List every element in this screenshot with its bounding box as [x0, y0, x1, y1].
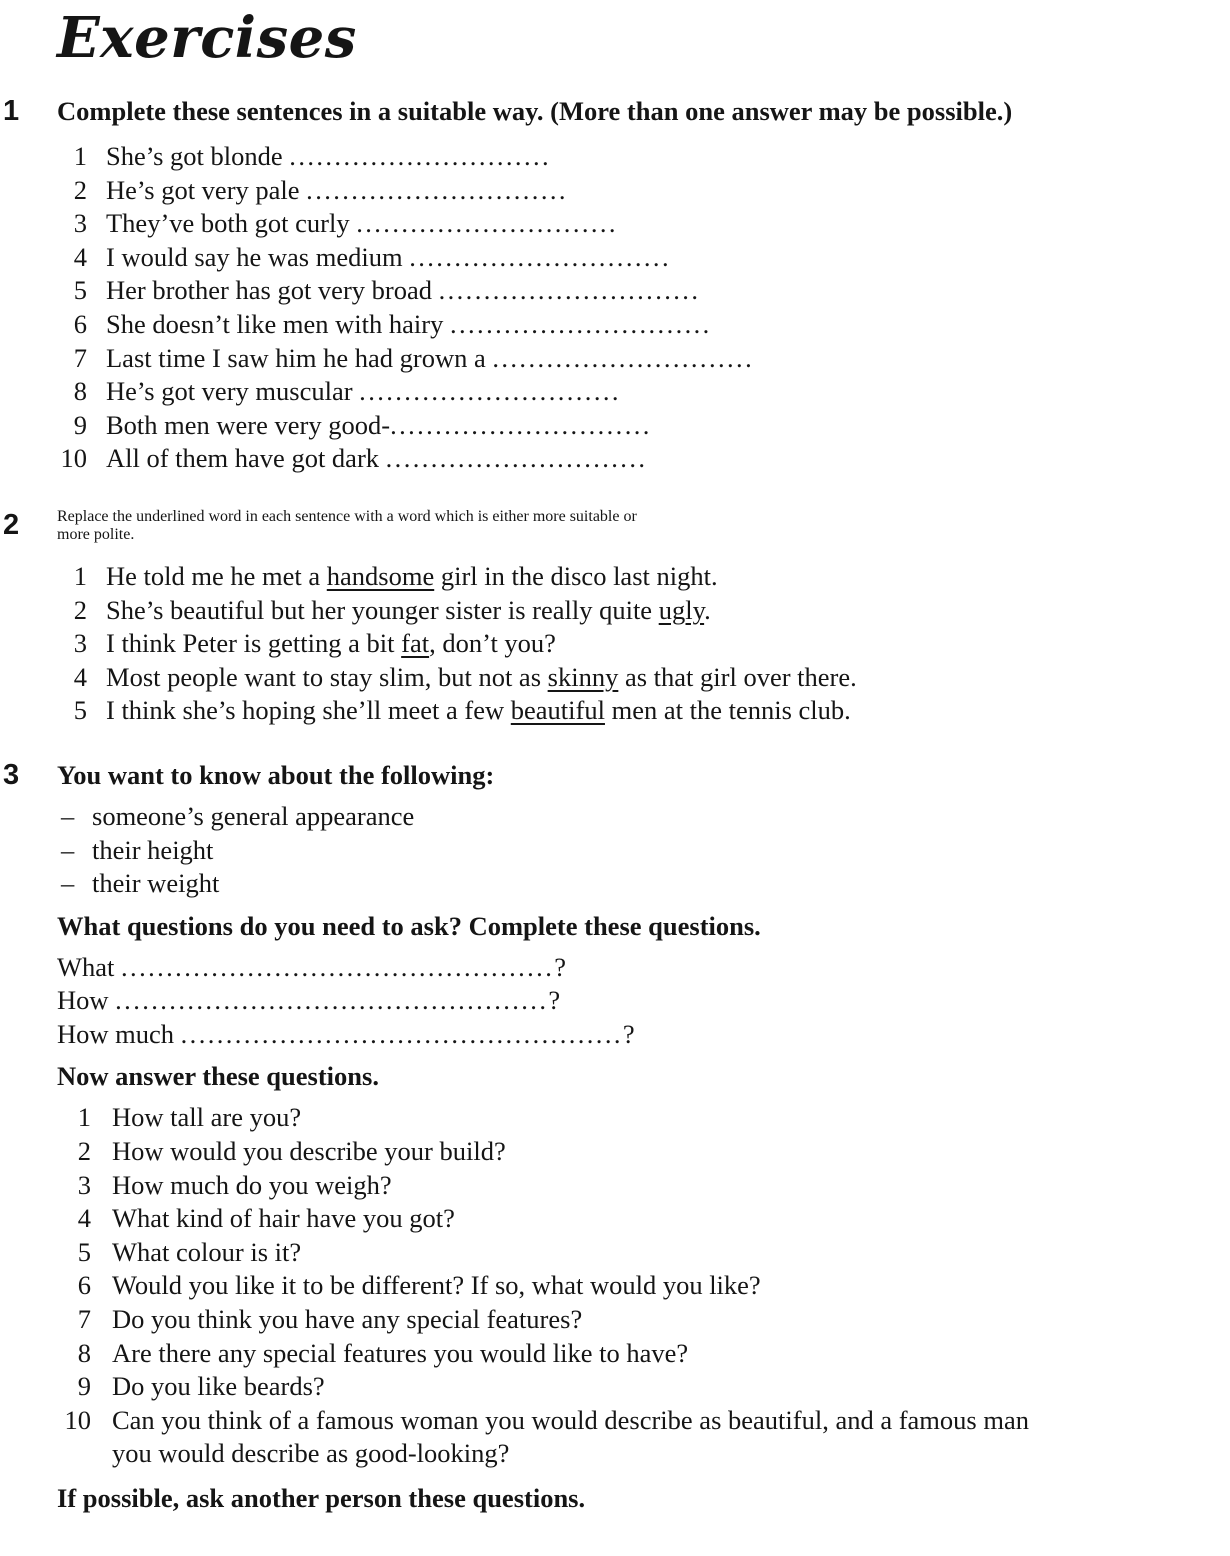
questions-prompt: What questions do you need to ask? Complete these questions.	[57, 910, 761, 941]
item-end: .	[691, 275, 698, 306]
dotted-blank: ............................	[438, 275, 692, 306]
list-item	[57, 560, 1190, 594]
dash-bullet: –	[61, 868, 75, 899]
item-number: 10	[60, 443, 87, 474]
dotted-blank: ............................	[306, 174, 559, 205]
list-item	[61, 834, 1190, 868]
list-item	[57, 1135, 1190, 1169]
item-text	[106, 308, 1190, 342]
item-text	[106, 661, 1190, 695]
question-stem	[57, 1018, 1190, 1052]
item-text-line: you would describe as good-looking?	[112, 1438, 510, 1469]
item-text-part: Her brother has got very broad	[106, 275, 439, 306]
dotted-blank: ............................	[385, 443, 639, 474]
stem-end: ?	[554, 951, 566, 982]
list-item	[57, 207, 1190, 241]
question-stem	[57, 951, 1190, 985]
item-text-part: They’ve both got curly	[106, 208, 357, 239]
item-text-part: She’s got blonde	[106, 141, 290, 171]
exercise-3-instruction: You want to know about the following:	[57, 759, 495, 790]
item-text-part: men at the tennis club.	[604, 695, 851, 726]
item-end: .	[638, 443, 645, 474]
list-item	[57, 1303, 1190, 1337]
item-text	[106, 342, 1190, 376]
item-text-part: She doesn’t like men with hairy	[106, 308, 450, 339]
list-item	[57, 1269, 1190, 1303]
dash-bullet: –	[61, 800, 75, 831]
list-item	[57, 375, 1190, 409]
item-number: 4	[73, 661, 87, 692]
list-item	[57, 308, 1190, 342]
item-text-part: I think she’s hoping she’ll meet a few	[106, 695, 511, 726]
item-text	[106, 442, 1190, 476]
dotted-blank: ............................	[356, 208, 609, 239]
dotted-blank: ................................................	[115, 985, 549, 1016]
item-number: 2	[73, 594, 87, 625]
item-text-part: , don’t you?	[429, 628, 556, 659]
answer-prompt: Now answer these questions.	[57, 1061, 379, 1092]
item-text-part: He’s got very pale	[106, 174, 307, 205]
item-text-part: Most people want to stay slim, but not as	[106, 661, 548, 692]
exercise-2-list	[57, 560, 1190, 728]
stem-label: How	[57, 985, 116, 1016]
item-end: .	[642, 409, 650, 440]
item-text: How would you describe your build?	[112, 1136, 506, 1167]
item-number: 7	[73, 342, 87, 373]
item-number: 1	[73, 141, 87, 171]
list-item	[57, 694, 1190, 728]
item-text	[106, 241, 1190, 275]
item-text-part: Last time I saw him he had grown a	[106, 342, 493, 373]
item-end: .	[745, 342, 752, 373]
underlined-word: beautiful	[510, 695, 605, 726]
item-text	[106, 140, 1190, 174]
item-number: 2	[77, 1136, 91, 1167]
list-item	[57, 1236, 1190, 1270]
list-item	[57, 174, 1190, 208]
item-text	[106, 409, 1190, 443]
exercise-3-questions	[57, 1101, 1190, 1471]
underlined-word: skinny	[547, 661, 619, 692]
list-item	[57, 274, 1190, 308]
item-text-part: I think Peter is getting a bit	[106, 628, 402, 659]
dash-bullet: –	[61, 834, 75, 865]
item-text	[106, 560, 1190, 594]
item-number: 8	[73, 376, 87, 407]
question-stems	[57, 951, 1190, 1052]
list-item	[57, 661, 1190, 695]
item-number: 2	[73, 174, 87, 205]
item-text: Would you like it to be different? If so, what would you like?	[112, 1270, 761, 1301]
exercise-3-number: 3	[3, 758, 20, 791]
list-item	[57, 1337, 1190, 1371]
list-item	[57, 1202, 1190, 1236]
item-number: 4	[77, 1203, 91, 1234]
list-item	[57, 342, 1190, 376]
item-number: 4	[73, 241, 87, 272]
item-text-part: I would say he was medium	[106, 241, 410, 272]
item-end: .	[558, 174, 566, 205]
dotted-blank: ............................	[359, 376, 612, 407]
item-text: their weight	[92, 868, 220, 899]
item-end: .	[542, 141, 549, 171]
followup-instruction: If possible, ask another person these questions.	[57, 1483, 586, 1513]
dotted-blank: ............................	[492, 342, 746, 373]
item-text	[112, 1404, 1190, 1471]
item-text	[106, 174, 1190, 208]
dotted-blank: ............................	[409, 241, 662, 272]
item-text	[106, 274, 1190, 308]
dotted-blank: .................................................	[180, 1018, 623, 1049]
underlined-word: ugly	[658, 594, 705, 625]
item-number: 7	[77, 1304, 91, 1335]
list-item	[61, 867, 1190, 901]
item-text-part: All of them have got dark	[106, 443, 386, 474]
item-number: 8	[77, 1337, 91, 1368]
exercise-1-list	[57, 140, 1190, 476]
item-text: How much do you weigh?	[112, 1169, 392, 1200]
list-item	[57, 1370, 1190, 1404]
item-number: 9	[73, 409, 87, 440]
list-item	[57, 241, 1190, 275]
item-text-part: girl in the disco last night.	[434, 560, 718, 591]
item-text-part: .	[704, 594, 711, 625]
exercise-1-number: 1	[3, 95, 20, 127]
item-text	[106, 694, 1190, 728]
dotted-blank: ............................	[289, 141, 542, 171]
item-text: Do you think you have any special features?	[112, 1304, 583, 1335]
list-item	[57, 1101, 1190, 1135]
list-item	[57, 594, 1190, 628]
item-number: 1	[77, 1102, 91, 1133]
stem-label: How much	[57, 1018, 181, 1049]
underlined-word: handsome	[326, 560, 435, 591]
item-text-part: He told me he met a	[106, 560, 327, 591]
dotted-blank: ................................................	[121, 951, 555, 982]
item-text	[106, 207, 1190, 241]
list-item	[57, 627, 1190, 661]
item-text-part: as that girl over there.	[618, 661, 857, 692]
item-end: .	[661, 241, 669, 272]
list-item	[57, 442, 1190, 476]
item-text-part: He’s got very muscular	[106, 376, 360, 407]
item-text	[106, 594, 1190, 628]
exercise-2	[3, 507, 1190, 728]
item-number: 10	[64, 1404, 91, 1435]
item-end: .	[611, 376, 619, 407]
item-text-part: Both men were very good-	[106, 409, 391, 440]
instruction-line: Replace the underlined word in each sentence with a word which is either more suitable or	[57, 507, 637, 525]
item-number: 5	[77, 1236, 91, 1267]
item-end: .	[702, 308, 710, 339]
item-number: 1	[73, 560, 87, 591]
underlined-word: fat	[401, 628, 430, 659]
list-item	[57, 409, 1190, 443]
item-number: 5	[73, 275, 87, 306]
question-stem	[57, 984, 1190, 1018]
stem-label: What	[57, 951, 122, 982]
item-end: .	[608, 208, 616, 239]
page-title: Exercises	[57, 5, 357, 71]
item-text-line: Can you think of a famous woman you would describe as beautiful, and a famous man	[112, 1404, 1029, 1435]
list-item	[57, 1169, 1190, 1203]
list-item	[57, 1404, 1190, 1471]
stem-end: ?	[548, 985, 561, 1016]
item-text: What colour is it?	[112, 1236, 302, 1267]
item-number: 3	[73, 208, 87, 239]
item-number: 6	[77, 1270, 91, 1301]
item-text: What kind of hair have you got?	[112, 1203, 455, 1234]
exercise-1-instruction: Complete these sentences in a suitable way. (More than one answer may be possible.)	[57, 96, 1013, 126]
stem-end: ?	[622, 1018, 635, 1049]
item-number: 3	[77, 1169, 91, 1200]
item-text	[106, 627, 1190, 661]
item-number: 9	[77, 1371, 91, 1402]
item-number: 5	[73, 695, 87, 726]
topic-list	[57, 800, 1190, 901]
item-number: 3	[73, 628, 87, 659]
list-item	[61, 800, 1190, 834]
dotted-blank: ............................	[449, 308, 703, 339]
item-text: Are there any special features you would like to have?	[112, 1337, 689, 1368]
dotted-blank: ............................	[390, 409, 643, 440]
exercise-3	[3, 758, 1190, 1515]
item-text: How tall are you?	[112, 1102, 302, 1133]
item-text: Do you like beards?	[112, 1371, 325, 1402]
item-text: someone’s general appearance	[92, 800, 415, 831]
exercise-1	[3, 94, 1190, 476]
instruction-line: more polite.	[57, 525, 135, 543]
item-text	[106, 375, 1190, 409]
item-text: their height	[92, 834, 214, 865]
item-text-part: She’s beautiful but her younger sister is really quite	[106, 594, 659, 625]
item-number: 6	[73, 308, 87, 339]
list-item	[57, 140, 1190, 174]
exercise-2-number: 2	[3, 508, 20, 541]
